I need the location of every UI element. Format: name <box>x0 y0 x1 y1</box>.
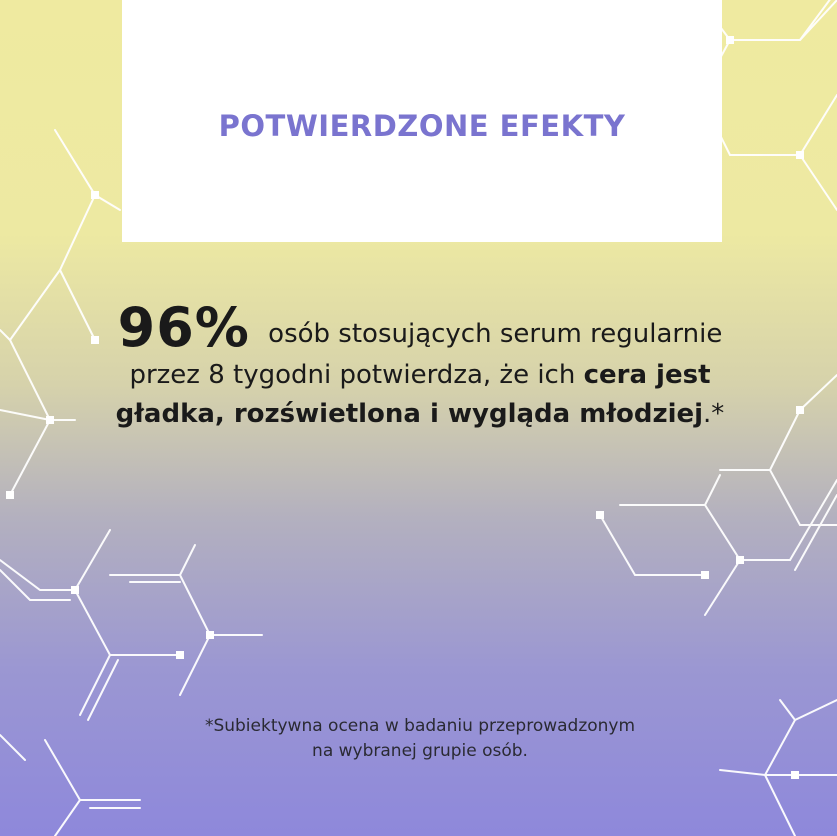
footnote-line-2: na wybranej grupie osób. <box>312 741 528 761</box>
page-title: POTWIERDZONE EFEKTY <box>218 109 626 143</box>
claim-statement <box>100 296 740 434</box>
footnote-line-1: *Subiektywna ocena w badaniu przeprowadzonym <box>204 716 636 736</box>
claim-percent: 96% <box>117 296 250 359</box>
title-card <box>122 0 722 242</box>
claim-text: osób stosujących serum regularnie przez 8 tygodni potwierdza, że ich <box>129 319 723 390</box>
footnote <box>120 714 720 764</box>
claim-asterisk: .* <box>703 399 725 429</box>
claim-highlight: cera jest gładka, rozświetlona i wygląda młodziej <box>115 360 711 429</box>
